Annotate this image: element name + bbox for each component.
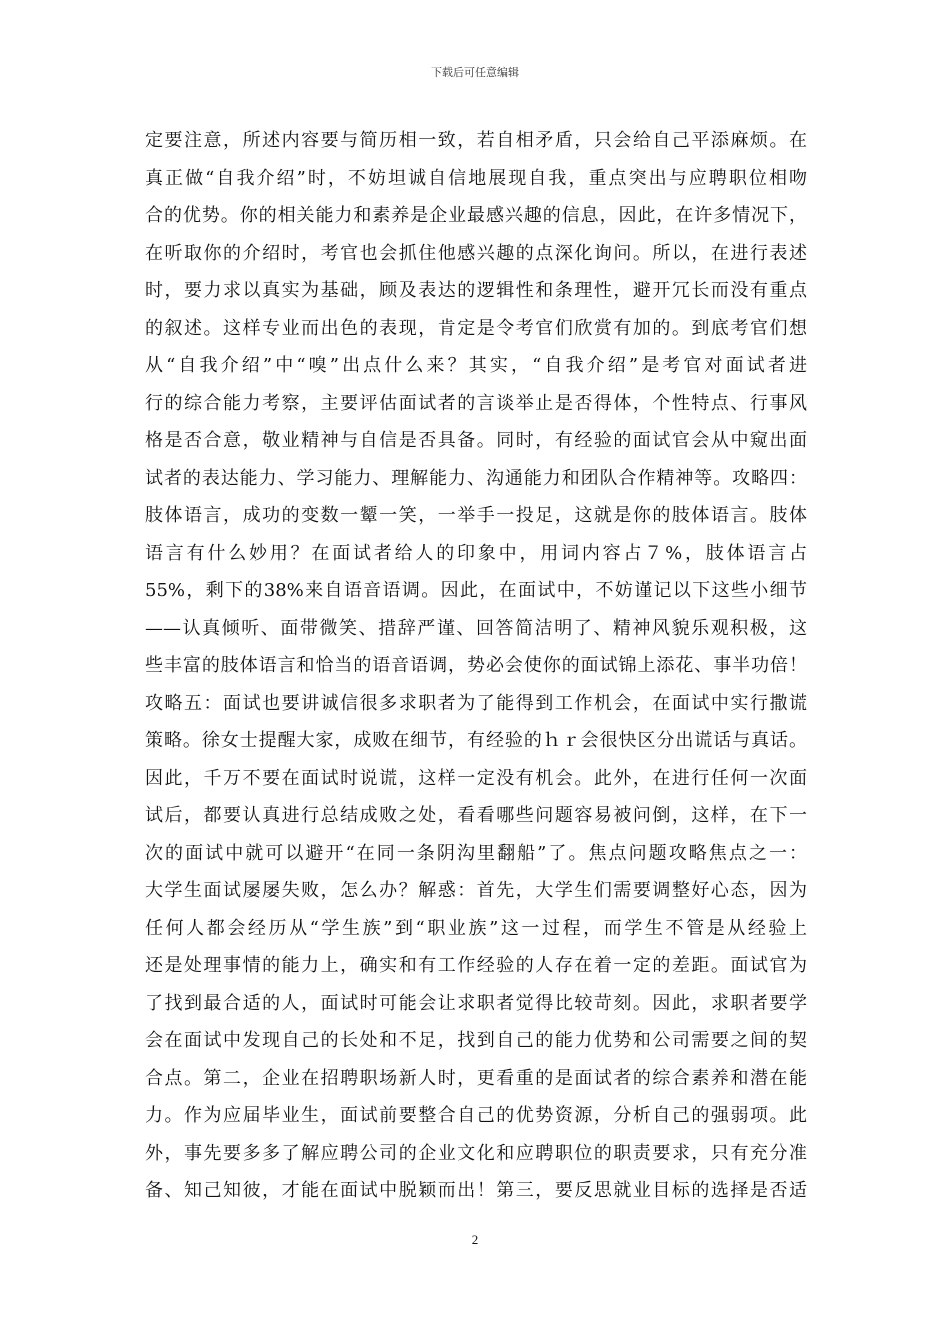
text-line: 试者的表达能力、学习能力、理解能力、沟通能力和团队合作精神等。攻略四： <box>145 467 807 489</box>
text-line: 时，要力求以真实为基础，顾及表达的逻辑性和条理性，避开冗长而没有重点 <box>145 280 807 301</box>
text-line: 的叙述。这样专业而出色的表现，肯定是令考官们欣赏有加的。到底考官们想 <box>145 317 807 339</box>
text-line: 语言有什么妙用？在面试者给人的印象中，用词内容占７%，肢体语言占 <box>145 542 807 564</box>
page-number: 2 <box>471 1232 479 1247</box>
text-line: ——认真倾听、面带微笑、措辞严谨、回答简洁明了、精神风貌乐观积极，这 <box>145 617 807 639</box>
text-line: 真正做“自我介绍”时，不妨坦诚自信地展现自我，重点突出与应聘职位相吻 <box>145 167 807 189</box>
text-line: 从“自我介绍”中“嗅”出点什么来？其实，“自我介绍”是考官对面试者进 <box>145 355 807 376</box>
text-line: 定要注意，所述内容要与简历相一致，若自相矛盾，只会给自己平添麻烦。在 <box>145 130 807 151</box>
text-line: 格是否合意，敬业精神与自信是否具备。同时，有经验的面试官会从中窥出面 <box>145 430 807 451</box>
text-line: 会在面试中发现自己的长处和不足，找到自己的能力优势和公司需要之间的契 <box>145 1030 807 1051</box>
text-line: 合点。第二，企业在招聘职场新人时，更看重的是面试者的综合素养和潜在能 <box>145 1067 807 1089</box>
text-line: 任何人都会经历从“学生族”到“职业族”这一过程，而学生不管是从经验上 <box>145 917 807 939</box>
text-line: 在听取你的介绍时，考官也会抓住他感兴趣的点深化询问。所以，在进行表述 <box>145 242 807 264</box>
text-line: 行的综合能力考察，主要评估面试者的言谈举止是否得体，个性特点、行事风 <box>145 392 807 414</box>
text-line: 力。作为应届毕业生，面试前要整合自己的优势资源，分析自己的强弱项。此 <box>145 1105 807 1126</box>
text-line: 肢体语言，成功的变数一颦一笑，一举手一投足，这就是你的肢体语言。肢体 <box>145 505 807 526</box>
text-line: 些丰富的肢体语言和恰当的语音语调，势必会使你的面试锦上添花、事半功倍！ <box>145 655 807 676</box>
text-line: 还是处理事情的能力上，确实和有工作经验的人存在着一定的差距。面试官为 <box>145 955 807 976</box>
text-line: 了找到最合适的人，面试时可能会让求职者觉得比较苛刻。因此，求职者要学 <box>145 992 807 1014</box>
text-line: 攻略五：面试也要讲诚信很多求职者为了能得到工作机会，在面试中实行撒谎 <box>145 692 807 714</box>
text-line: 大学生面试屡屡失败，怎么办？解惑：首先，大学生们需要调整好心态，因为 <box>145 880 807 901</box>
text-line: 因此，千万不要在面试时说谎，这样一定没有机会。此外，在进行任何一次面 <box>145 767 807 789</box>
text-line: 55%，剩下的38%来自语音语调。因此，在面试中，不妨谨记以下这些小细节 <box>145 580 807 601</box>
text-line: 策略。徐女士提醒大家，成败在细节，有经验的ｈｒ会很快区分出谎话与真话。 <box>145 730 807 751</box>
document-body <box>145 122 807 1210</box>
text-line: 次的面试中就可以避开“在同一条阴沟里翻船”了。焦点问题攻略焦点之一： <box>145 842 807 864</box>
page-header-note: 下载后可任意编辑 <box>431 66 519 79</box>
text-line: 合的优势。你的相关能力和素养是企业最感兴趣的信息，因此，在许多情况下， <box>145 205 807 226</box>
text-line: 试后，都要认真进行总结成败之处，看看哪些问题容易被问倒，这样，在下一 <box>145 805 807 826</box>
text-line: 备、知己知彼，才能在面试中脱颖而出！第三，要反思就业目标的选择是否适 <box>145 1180 807 1201</box>
text-line: 外，事先要多多了解应聘公司的企业文化和应聘职位的职责要求，只有充分准 <box>145 1142 807 1164</box>
